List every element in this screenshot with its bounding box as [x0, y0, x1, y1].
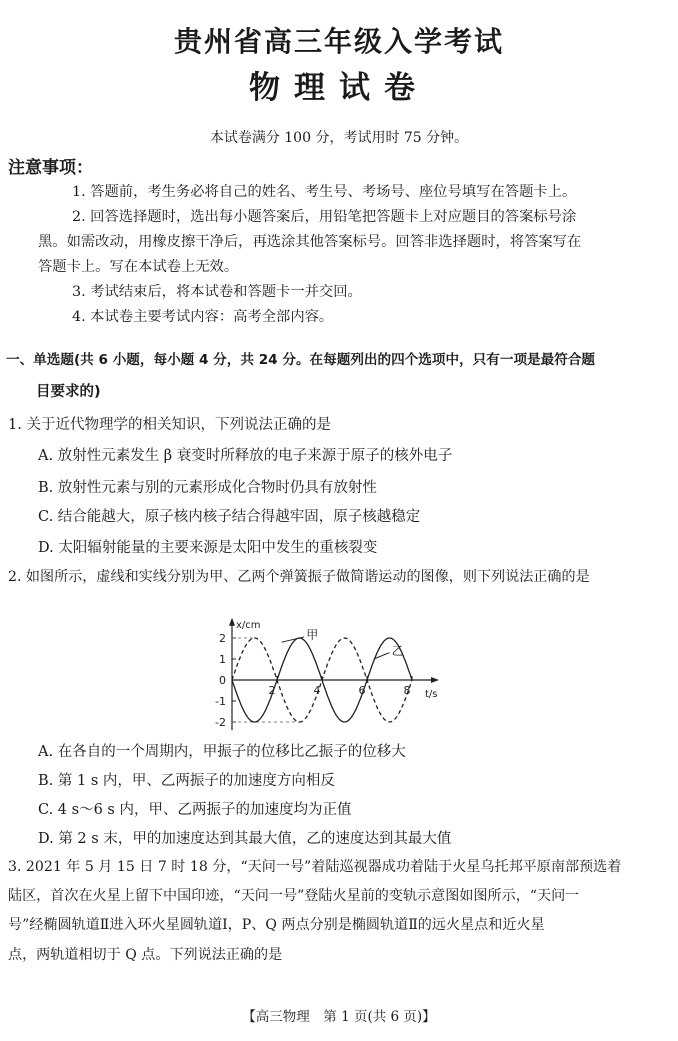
x-tick-label: 2 [268, 684, 276, 697]
question-1-option-a: A. 放射性元素发生 β 衰变时所释放的电子来源于原子的核外电子 [38, 448, 453, 464]
x-tick-label: 4 [313, 684, 321, 697]
series-jia-pointer [282, 637, 305, 642]
section-heading-cont: 目要求的) [36, 384, 101, 400]
y-tick-label: 0 [219, 674, 226, 687]
question-2-option-c: C. 4 s～6 s 内，甲、乙两振子的加速度均为正值 [38, 802, 352, 818]
notice-line-6: 4. 本试卷主要考试内容：高考全部内容。 [72, 309, 334, 325]
notice-heading: 注意事项： [8, 158, 93, 178]
question-3-line-4: 点，两轨道相切于 Q 点。下列说法正确的是 [8, 947, 283, 963]
question-2-option-a: A. 在各自的一个周期内，甲振子的位移比乙振子的位移大 [38, 744, 406, 760]
question-3-line-1: 3. 2021 年 5 月 15 日 7 时 18 分，“天问一号”着陆巡视器成功着陆于火星乌托邦平原南部预选着 [8, 859, 622, 875]
series-yi-label: 乙 [391, 643, 404, 658]
question-3-line-2: 陆区，首次在火星上留下中国印迹，“天问一号”登陆火星前的变轨示意图如图所示，“天问一 [8, 888, 580, 904]
y-tick-label: 1 [219, 653, 226, 666]
section-heading: 一、单选题(共 6 小题，每小题 4 分，共 24 分。在每题列出的四个选项中，只有一项是最符合题 [6, 352, 596, 368]
question-1-stem: 1. 关于近代物理学的相关知识，下列说法正确的是 [8, 417, 331, 433]
question-1-option-c: C. 结合能越大，原子核内核子结合得越牢固，原子核越稳定 [38, 509, 421, 525]
oscillation-graph [200, 588, 460, 738]
exam-info: 本试卷满分 100 分，考试用时 75 分钟。 [209, 130, 469, 146]
y-tick-label: 2 [219, 632, 226, 645]
x-axis-arrow [431, 677, 439, 683]
notice-line-3: 黑。如需改动，用橡皮擦干净后，再选涂其他答案标号。回答非选择题时，将答案写在 [38, 234, 582, 250]
x-axis-label: t/s [425, 689, 438, 700]
question-3-line-3: 号”经椭圆轨道Ⅱ进入环火星圆轨道Ⅰ，P、Q 两点分别是椭圆轨道Ⅱ的远火星点和近火星 [8, 917, 545, 933]
exam-subject-title: 物理试卷 [249, 70, 429, 106]
y-axis-arrow [229, 618, 235, 626]
notice-line-2: 2. 回答选择题时，选出每小题答案后，用铅笔把答题卡上对应题目的答案标号涂 [72, 209, 577, 225]
exam-title: 贵州省高三年级入学考试 [173, 25, 504, 58]
series-jia-label: 甲 [306, 628, 319, 643]
x-tick-label: 6 [358, 684, 366, 697]
x-tick-label: 8 [403, 684, 411, 697]
page-footer: 【高三物理 第 1 页(共 6 页)】 [242, 1009, 436, 1025]
notice-line-4: 答题卡上。写在本试卷上无效。 [38, 259, 239, 275]
question-2-stem: 2. 如图所示，虚线和实线分别为甲、乙两个弹簧振子做简谐运动的图像，则下列说法正确的是 [8, 569, 590, 585]
y-tick-label: -1 [215, 695, 226, 708]
question-1-option-d: D. 太阳辐射能量的主要来源是太阳中发生的重核裂变 [38, 540, 378, 556]
question-2-option-b: B. 第 1 s 内，甲、乙两振子的加速度方向相反 [38, 773, 335, 789]
notice-line-1: 1. 答题前，考生务必将自己的姓名、考生号、考场号、座位号填写在答题卡上。 [72, 184, 577, 200]
y-tick-label: -2 [215, 716, 226, 729]
question-1-option-b: B. 放射性元素与别的元素形成化合物时仍具有放射性 [38, 480, 377, 496]
y-axis-label: x/cm [236, 619, 261, 631]
notice-line-5: 3. 考试结束后，将本试卷和答题卡一并交回。 [72, 284, 362, 300]
question-2-option-d: D. 第 2 s 末，甲的加速度达到其最大值，乙的速度达到其最大值 [38, 831, 452, 847]
